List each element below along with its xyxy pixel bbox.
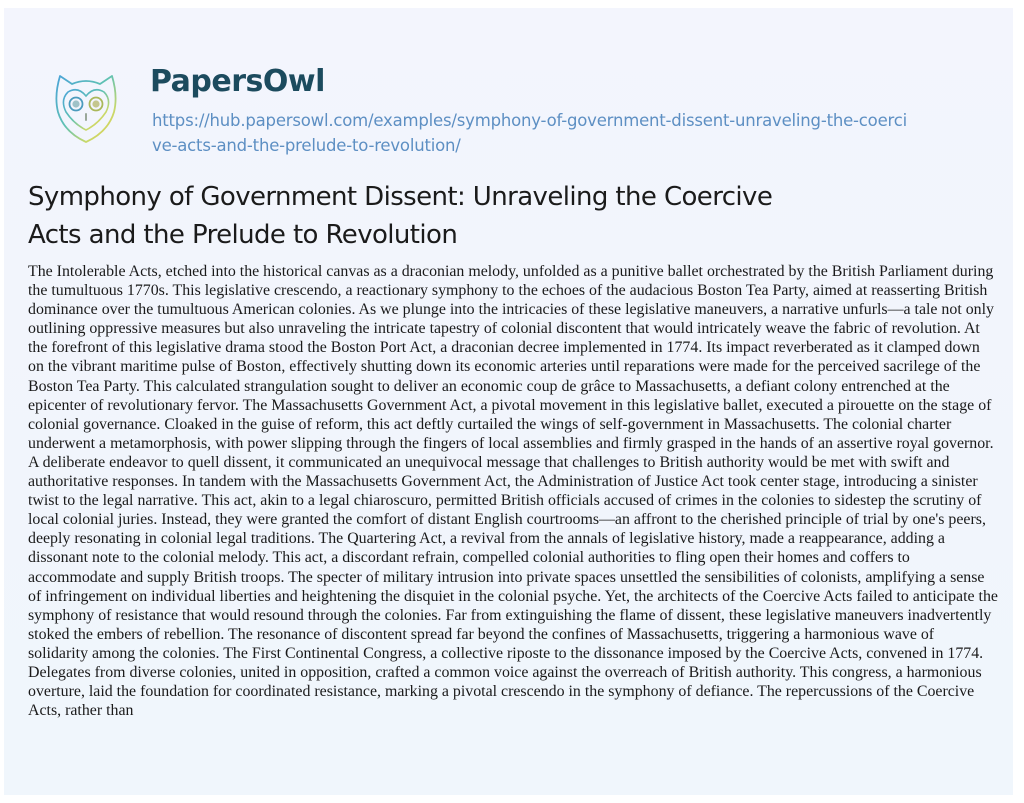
source-url-link[interactable]: https://hub.papersowl.com/examples/symphony-of-government-dissent-unraveling-the-coercive-acts-and-the-prelude-to-revolution/: [152, 111, 907, 155]
site-header: [4, 8, 1013, 168]
brand-name[interactable]: PapersOwl: [150, 64, 325, 99]
document-body: The Intolerable Acts, etched into the historical canvas as a draconian melody, unfolded as a punitive ballet orchestrated by the British Parliament during the tumultuous 1770s. This legislative crescendo, a reactionary symphony to the echoes of the audacious Boston Tea Party, aimed at reasserting British dominance over the tumultuous American colonies. As we plunge into the intricacies of these legislative maneuvers, a narrative unfurls—a tale not only outlining oppressive measures but also unraveling the intricate tapestry of colonial discontent that would intricately weave the fabric of revolution. At the forefront of this legislative drama stood the Boston Port Act, a draconian decree implemented in 1774. Its impact reverberated as it clamped down on the vibrant maritime pulse of Boston, effectively shutting down its economic arteries until reparations were made for the perceived sacrilege of the Boston Tea Party. This calculated strangulation sought to deliver an economic coup de grâce to Massachusetts, a defiant colony entrenched at the epicenter of revolutionary fervor. The Massachusetts Government Act, a pivotal movement in this legislative ballet, executed a pirouette on the stage of colonial governance. Cloaked in the guise of reform, this act deftly curtailed the wings of self-government in Massachusetts. The colonial charter underwent a metamorphosis, with power slipping through the fingers of local assemblies and firmly grasped in the hands of an assertive royal governor. A deliberate endeavor to quell dissent, it communicated an unequivocal message that challenges to British authority would be met with swift and authoritative responses. In tandem with the Massachusetts Government Act, the Administration of Justice Act took center stage, introducing a sinister twist to the legal narrative. This act, akin to a legal chiaroscuro, permitted British officials accused of crimes in the colonies to sidestep the scrutiny of local colonial juries. Instead, they were granted the comfort of distant English courtrooms—an affront to the cherished principle of trial by one's peers, deeply resonating in colonial legal traditions. The Quartering Act, a revival from the annals of legislative history, made a reappearance, adding a dissonant note to the colonial melody. This act, a discordant refrain, compelled colonial authorities to fling open their homes and coffers to accommodate and supply British troops. The specter of military intrusion into private spaces unsettled the sensibilities of colonists, amplifying a sense of infringement on individual liberties and heightening the disquiet in the colonial psyche. Yet, the architects of the Coercive Acts failed to anticipate the symphony of resistance that would resound through the colonies. Far from extinguishing the flame of dissent, these legislative maneuvers inadvertently stoked the embers of rebellion. The resonance of discontent spread far beyond the confines of Massachusetts, triggering a harmonious wave of solidarity among the colonies. The First Continental Congress, a collective riposte to the dissonance imposed by the Coercive Acts, convened in 1774. Delegates from diverse colonies, united in opposition, crafted a common voice against the overreach of British authority. This congress, a harmonious overture, laid the foundation for coordinated resistance, marking a pivotal crescendo in the symphony of defiance. The repercussions of the Coercive Acts, rather than: [28, 263, 998, 720]
document-title: Symphony of Government Dissent: Unraveling the Coercive Acts and the Prelude to Revolution: [28, 182, 773, 250]
owl-logo-icon[interactable]: [52, 66, 120, 146]
document-page: [4, 8, 1013, 795]
